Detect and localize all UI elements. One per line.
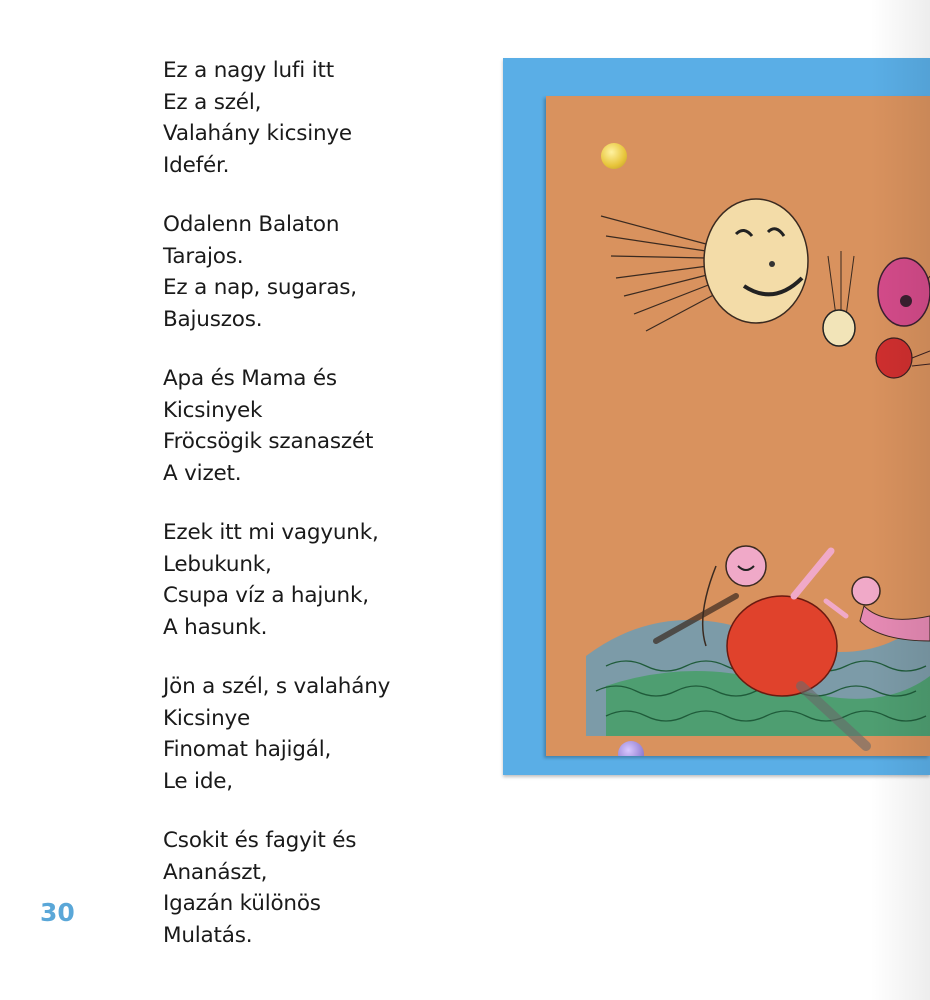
poem-line: Idefér. bbox=[163, 152, 230, 178]
spine-shadow bbox=[870, 0, 930, 1000]
poem-line: Jön a szél, s valahány bbox=[163, 674, 391, 699]
stanza bbox=[163, 825, 483, 951]
poem-line: Lebukunk, bbox=[163, 551, 272, 577]
poem-line: Finomat hajigál, bbox=[163, 737, 332, 762]
poem-line: Ananászt, bbox=[163, 859, 268, 885]
stanza bbox=[163, 55, 483, 181]
pushpin-yellow bbox=[601, 143, 627, 169]
poem-line: Ez a nagy lufi itt bbox=[163, 58, 334, 83]
stanza bbox=[163, 671, 483, 797]
poem bbox=[163, 55, 483, 979]
poem-line: Ez a nap, sugaras, bbox=[163, 275, 357, 300]
poem-line: Apa és Mama és bbox=[163, 366, 337, 391]
poem-line: Le ide, bbox=[163, 768, 233, 794]
poem-line: Igazán különös bbox=[163, 891, 321, 916]
poem-line: Mulatás. bbox=[163, 922, 253, 948]
illustration-frame bbox=[503, 58, 930, 775]
poem-line: Csokit és fagyit és bbox=[163, 828, 357, 853]
poem-line: Valahány kicsinye bbox=[163, 121, 352, 146]
stanza bbox=[163, 517, 483, 643]
poem-line: Kicsinye bbox=[163, 705, 251, 731]
stanza bbox=[163, 209, 483, 335]
poem-line: Odalenn Balaton bbox=[163, 212, 340, 237]
poem-line: Csupa víz a hajunk, bbox=[163, 583, 369, 608]
poem-line: A hasunk. bbox=[163, 614, 268, 640]
poem-line: Fröcsögik szanaszét bbox=[163, 429, 374, 454]
page-number: 30 bbox=[40, 898, 75, 927]
poem-line: A vizet. bbox=[163, 460, 242, 486]
poem-line: Tarajos. bbox=[163, 243, 244, 269]
poem-line: Bajuszos. bbox=[163, 306, 263, 332]
poem-line: Ezek itt mi vagyunk, bbox=[163, 520, 379, 545]
poem-line: Kicsinyek bbox=[163, 397, 263, 423]
poem-line: Ez a szél, bbox=[163, 89, 262, 115]
stanza bbox=[163, 363, 483, 489]
sun-face bbox=[704, 199, 808, 323]
sun-drawing bbox=[601, 216, 721, 331]
